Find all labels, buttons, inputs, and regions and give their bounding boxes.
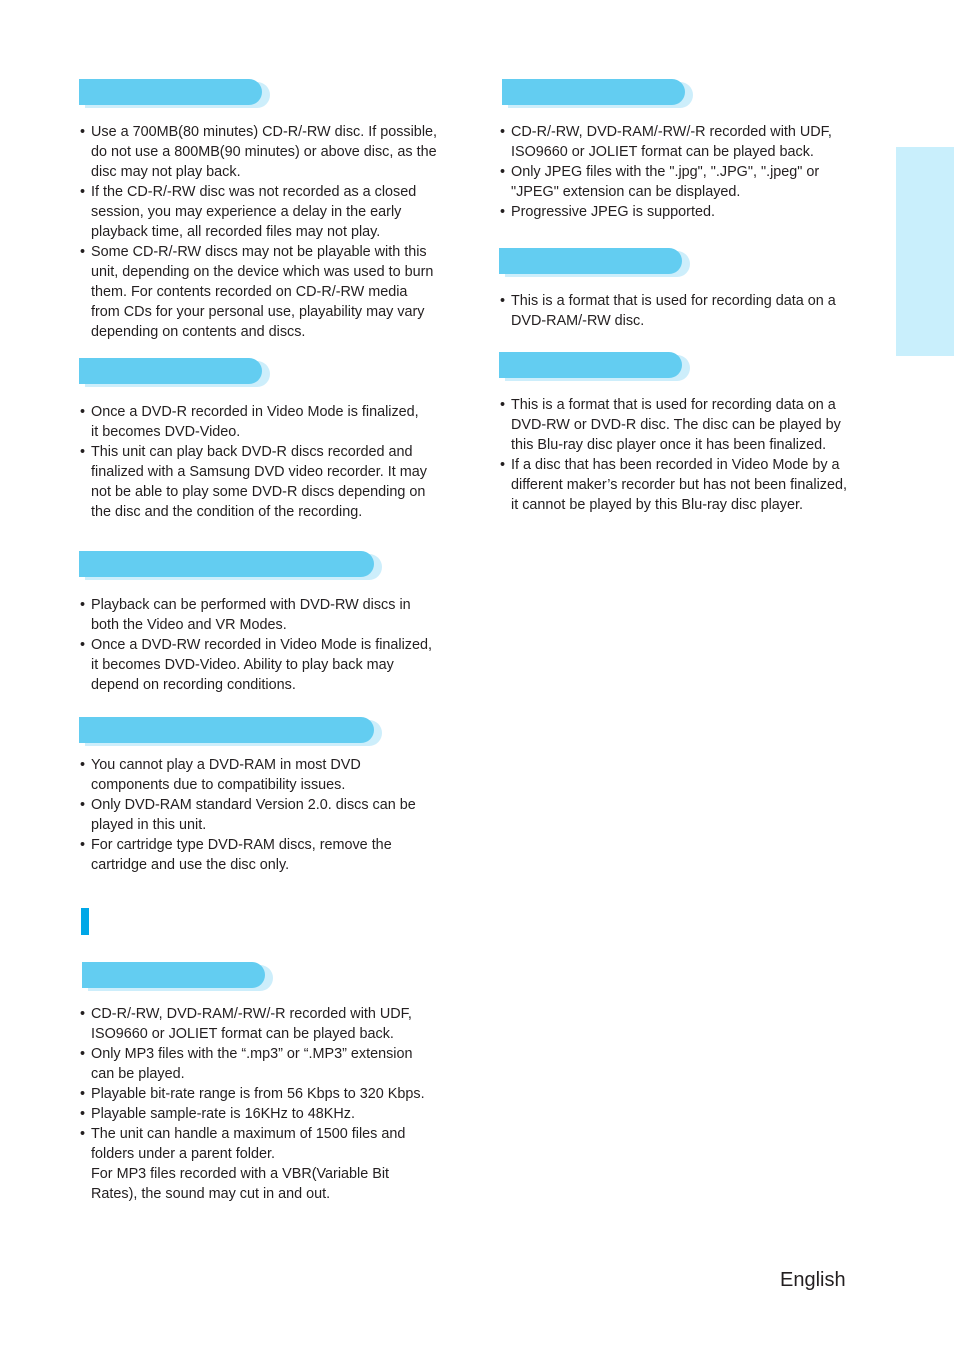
list-item: • CD-R/-RW, DVD-RAM/-RW/-R recorded with UDF, ISO9660 or JOLIET format can be played back. xyxy=(500,124,832,160)
list-item: • Playable bit-rate range is from 56 Kbps to 320 Kbps. xyxy=(80,1086,425,1102)
section-header-bar-vr-format xyxy=(499,248,690,274)
list-item: • The unit can handle a maximum of 1500 files and folders under a parent folder. For MP3 files recorded with a VBR(Variable Bit Rates), the sound may cut in and out. xyxy=(80,1126,406,1202)
list-item: • This is a format that is used for recording data on a DVD-RAM/-RW disc. xyxy=(500,293,836,329)
section-header-bar-mp3 xyxy=(82,962,273,988)
section-vr-format xyxy=(500,291,880,331)
list-item: • For cartridge type DVD-RAM discs, remove the cartridge and use the disc only. xyxy=(80,837,392,873)
section-header-bar-dvd-rw xyxy=(79,551,382,577)
section-header-bar-cd-rw xyxy=(79,79,270,105)
section-mp3 xyxy=(80,1004,470,1204)
list-item: • If a disc that has been recorded in Video Mode by a different maker’s recorder but has not been finalized, it cannot be played by this Blu-ray disc player. xyxy=(500,457,847,513)
section-header-bar-dvd-ram xyxy=(79,717,382,743)
list-item: • Only DVD-RAM standard Version 2.0. discs can be played in this unit. xyxy=(80,797,416,833)
list-item: • Only MP3 files with the “.mp3” or “.MP3” extension can be played. xyxy=(80,1046,413,1082)
section-header-bar-dvd-r xyxy=(79,358,270,384)
section-header-bar-jpeg xyxy=(502,79,693,105)
list-item: • Once a DVD-R recorded in Video Mode is finalized, it becomes DVD-Video. xyxy=(80,404,419,440)
section-header-bar-video-format xyxy=(499,352,690,378)
list-item: • This is a format that is used for recording data on a DVD-RW or DVD-R disc. The disc can be played by this Blu-ray disc player once it has been finalized. xyxy=(500,397,841,453)
list-item: • Progressive JPEG is supported. xyxy=(500,204,715,220)
subheading-marker xyxy=(81,908,89,935)
footer-language-label: English xyxy=(780,1269,846,1291)
section-dvd-r xyxy=(80,402,470,522)
chapter-side-tab xyxy=(896,147,954,356)
list-item: • Playable sample-rate is 16KHz to 48KHz. xyxy=(80,1106,355,1122)
list-item: • Only JPEG files with the ".jpg", ".JPG", ".jpeg" or "JPEG" extension can be displayed. xyxy=(500,164,820,200)
section-dvd-rw xyxy=(80,595,470,695)
list-item: • Playback can be performed with DVD-RW discs in both the Video and VR Modes. xyxy=(80,597,411,633)
list-item: • This unit can play back DVD-R discs recorded and finalized with a Samsung DVD video recorder. It may not be able to play some DVD-R discs depending on the disc and the condition of the recording. xyxy=(80,444,427,520)
list-item: • You cannot play a DVD-RAM in most DVD components due to compatibility issues. xyxy=(80,757,361,793)
section-jpeg xyxy=(500,122,880,222)
section-cd-rw xyxy=(80,122,470,342)
section-dvd-ram xyxy=(80,755,470,875)
list-item: • If the CD-R/-RW disc was not recorded as a closed session, you may experience a delay in the early playback time, all recorded files may not play. xyxy=(80,184,417,240)
list-item: • Once a DVD-RW recorded in Video Mode is finalized, it becomes DVD-Video. Ability to play back may depend on recording conditions. xyxy=(80,637,433,693)
list-item: • Use a 700MB(80 minutes) CD-R/-RW disc. If possible, do not use a 800MB(90 minutes) or above disc, as the disc may not play back. xyxy=(80,124,438,180)
list-item: • CD-R/-RW, DVD-RAM/-RW/-R recorded with UDF, ISO9660 or JOLIET format can be played back. xyxy=(80,1006,412,1042)
section-video-format xyxy=(500,395,880,515)
list-item: • Some CD-R/-RW discs may not be playable with this unit, depending on the device which was used to burn them. For contents recorded on CD-R/-RW media from CDs for your personal use, playability may vary depending on contents and discs. xyxy=(80,244,434,340)
